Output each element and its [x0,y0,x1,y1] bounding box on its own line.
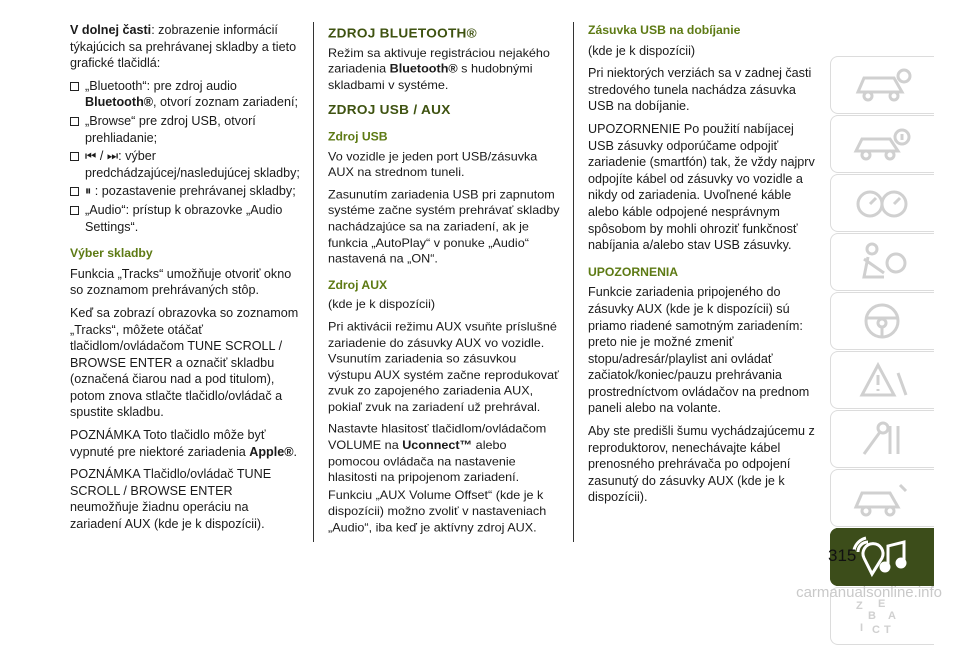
bullet-bold: Bluetooth® [85,95,154,110]
bullet-text: ⏮ / ⏭: výber predchádzajúcej/nasledujúcej skladby; [85,149,300,180]
paragraph: Aby ste predišli šumu vychádzajúcemu z reproduktorov, nenechávajte kábel prenosného prehrávača po odpojení zasunutý do zásuvky AUX (kde je k dispozícii). [588,424,815,505]
tab-steering-wheel[interactable] [830,292,934,350]
footer-watermark: carmanualsonline.info [796,584,942,601]
paragraph: Pri aktivácii režimu AUX vsuňte príslušné zariadenie do zásuvky AUX vo vozidle. Vsunutím zariadenia so zásuvkou výstupu AUX systém začne reprodukovať zvuk zo zapojeného zariadenia AUX, pokiaľ zvuk na zariadení už prehrával. [328,319,559,414]
music-signal-icon [850,536,914,578]
tab-car[interactable] [830,56,934,114]
bold-text: Bluetooth® [389,61,458,76]
paragraph: UPOZORNENIE Po použití nabíjacej USB zásuvky odporúčame odpojiť zariadenie (smartfón) tak, že vždy najprv odpojíte kábel od zásuvky vo vozidle a nikdy od zariadenia. Uvoľnené káble alebo káble odpojené nesprávnym spôsobom by mohli ohroziť funkčnosť nabíjania a/alebo stav USB zásuvky. [588,121,815,253]
tools-icon [850,418,914,460]
bullet-audio [70,202,300,235]
text-post: alebo pomocou ovládača na nastavenie hlasitosti na pripojenom zariadení. [328,438,520,484]
warning-icon [850,359,914,401]
paragraph: Vo vozidle je jeden port USB/zásuvka AUX na strednom tuneli. [328,149,538,180]
svg-text:Z: Z [856,600,863,612]
paragraph [328,45,560,93]
svg-text:C: C [872,624,880,636]
paragraph: (kde je k dispozícii) [588,43,696,58]
svg-text:B: B [868,610,876,622]
car-service-icon [850,477,914,519]
tab-car-service[interactable] [830,469,934,527]
tab-car-info[interactable] [830,115,934,173]
column-3 [588,22,820,512]
text: Režim sa aktivuje registráciou nejakého zariadenia [328,45,550,76]
text: Nastavte hlasitosť tlačidlom/ovládačom VOLUME na [328,422,547,452]
subheading-aux: Zdroj AUX [328,277,388,292]
paragraph: (kde je k dispozícii) [328,297,436,312]
bullet-text: „Browse“ pre zdroj USB, otvorí prehliadanie; [85,113,256,145]
paragraph [328,421,560,485]
note-bold: Apple® [249,444,294,459]
subheading-track-selection: Výber skladby [70,246,153,261]
paragraph: Funkcie zariadenia pripojeného do zásuvky AUX (kde je k dispozícii) sú priamo riadené samotným zariadením: preto nie je možné zmeniť stopu/adresár/playlist ani ovládať začiatok/koniec/pauzu prehrávania prostredníctvom ovládačov na prednom paneli alebo na volante. [588,285,810,416]
column-divider [573,22,574,542]
paragraph: Funkciu „AUX Volume Offset“ (kde je k dispozícii) možno zvoliť v nastaveniach „Audio“, iba keď je aktívny zdroj AUX. [328,488,547,535]
note-paragraph: POZNÁMKA Tlačidlo/ovládač TUNE SCROLL / BROWSE ENTER neumožňuje žiadnu operáciu na zariadení AUX (kde je k dispozícii). [70,467,272,532]
subheading-usb-charging: Zásuvka USB na dobíjanie [588,23,741,37]
bullet-square-icon [70,206,79,215]
bullet-text: „Audio“: prístup k obrazovke „Audio Settings“. [85,202,283,234]
bullet-text: ⏸ : pozastavenie prehrávanej skladby; [85,184,296,199]
bullet-browse [70,113,300,146]
paragraph: Pri niektorých verziách sa v zadnej časti stredového tunela nachádza zásuvka USB na dobíjanie. [588,66,812,114]
bullet-prev-next [70,148,300,181]
bullet-square-icon [70,82,79,91]
tab-seatbelt[interactable] [830,233,934,291]
bullet-text-post: , otvorí zoznam zariadení; [153,95,298,110]
bold-text: Uconnect™ [402,438,473,452]
note-text-post: . [293,444,297,459]
heading-bluetooth-source: ZDROJ BLUETOOTH® [328,25,477,41]
bullet-square-icon [70,152,79,161]
text-post: s hudobnými skladbami v systéme. [328,61,533,92]
svg-text:E: E [878,598,886,610]
dashboard-icon [850,182,914,224]
paragraph: Zasunutím zariadenia USB pri zapnutom systéme začne systém prehrávať skladby nachádzajúce sa na zariadení, ak je funkcia „AutoPlay“ v ponuke „Audio“ nastavená na „ON“. [328,187,560,266]
steering-wheel-icon [850,300,914,342]
car-icon [850,64,914,106]
tab-dashboard[interactable] [830,174,934,232]
heading-usb-aux-source: ZDROJ USB / AUX [328,102,451,118]
note-text: POZNÁMKA Toto tlačidlo môže byť vypnuté pre niektoré zariadenia [70,428,266,459]
column-2 [328,22,560,542]
seatbelt-icon [850,241,914,283]
intro-paragraph [70,22,300,72]
subheading-warnings: UPOZORNENIA [588,264,679,279]
bullet-text: „Bluetooth“: pre zdroj audio [85,78,237,93]
bullet-pause [70,183,300,200]
svg-text:A: A [888,610,896,622]
intro-text: : zobrazenie informácií týkajúcich sa prehrávanej skladby a tieto grafické tlačidlá: [70,23,297,71]
car-info-icon [850,123,914,165]
note-paragraph [70,427,300,460]
tab-warning[interactable] [830,351,934,409]
bullet-bluetooth [70,78,300,111]
page-number: 315 [828,546,857,565]
tab-tools[interactable] [830,410,934,468]
column-divider [313,22,314,542]
bullet-square-icon [70,187,79,196]
intro-bold: V dolnej časti [70,23,152,37]
subheading-usb: Zdroj USB [328,129,388,144]
paragraph: Keď sa zobrazí obrazovka so zoznamom „Tracks“, môžete otáčať tlačidlom/ovládačom TUNE SCROLL / BROWSE ENTER a označiť skladbu (označená čiarou nad a pod titulom), potom znova stlačte tlačidlo/ovládač a spustite skladbu. [70,305,299,420]
column-1 [70,22,300,539]
paragraph: Funkcia „Tracks“ umožňuje otvoriť okno so zoznamom prehrávaných stôp. [70,266,292,298]
svg-text:I: I [860,622,864,634]
bullet-square-icon [70,117,79,126]
svg-text:T: T [884,624,891,636]
